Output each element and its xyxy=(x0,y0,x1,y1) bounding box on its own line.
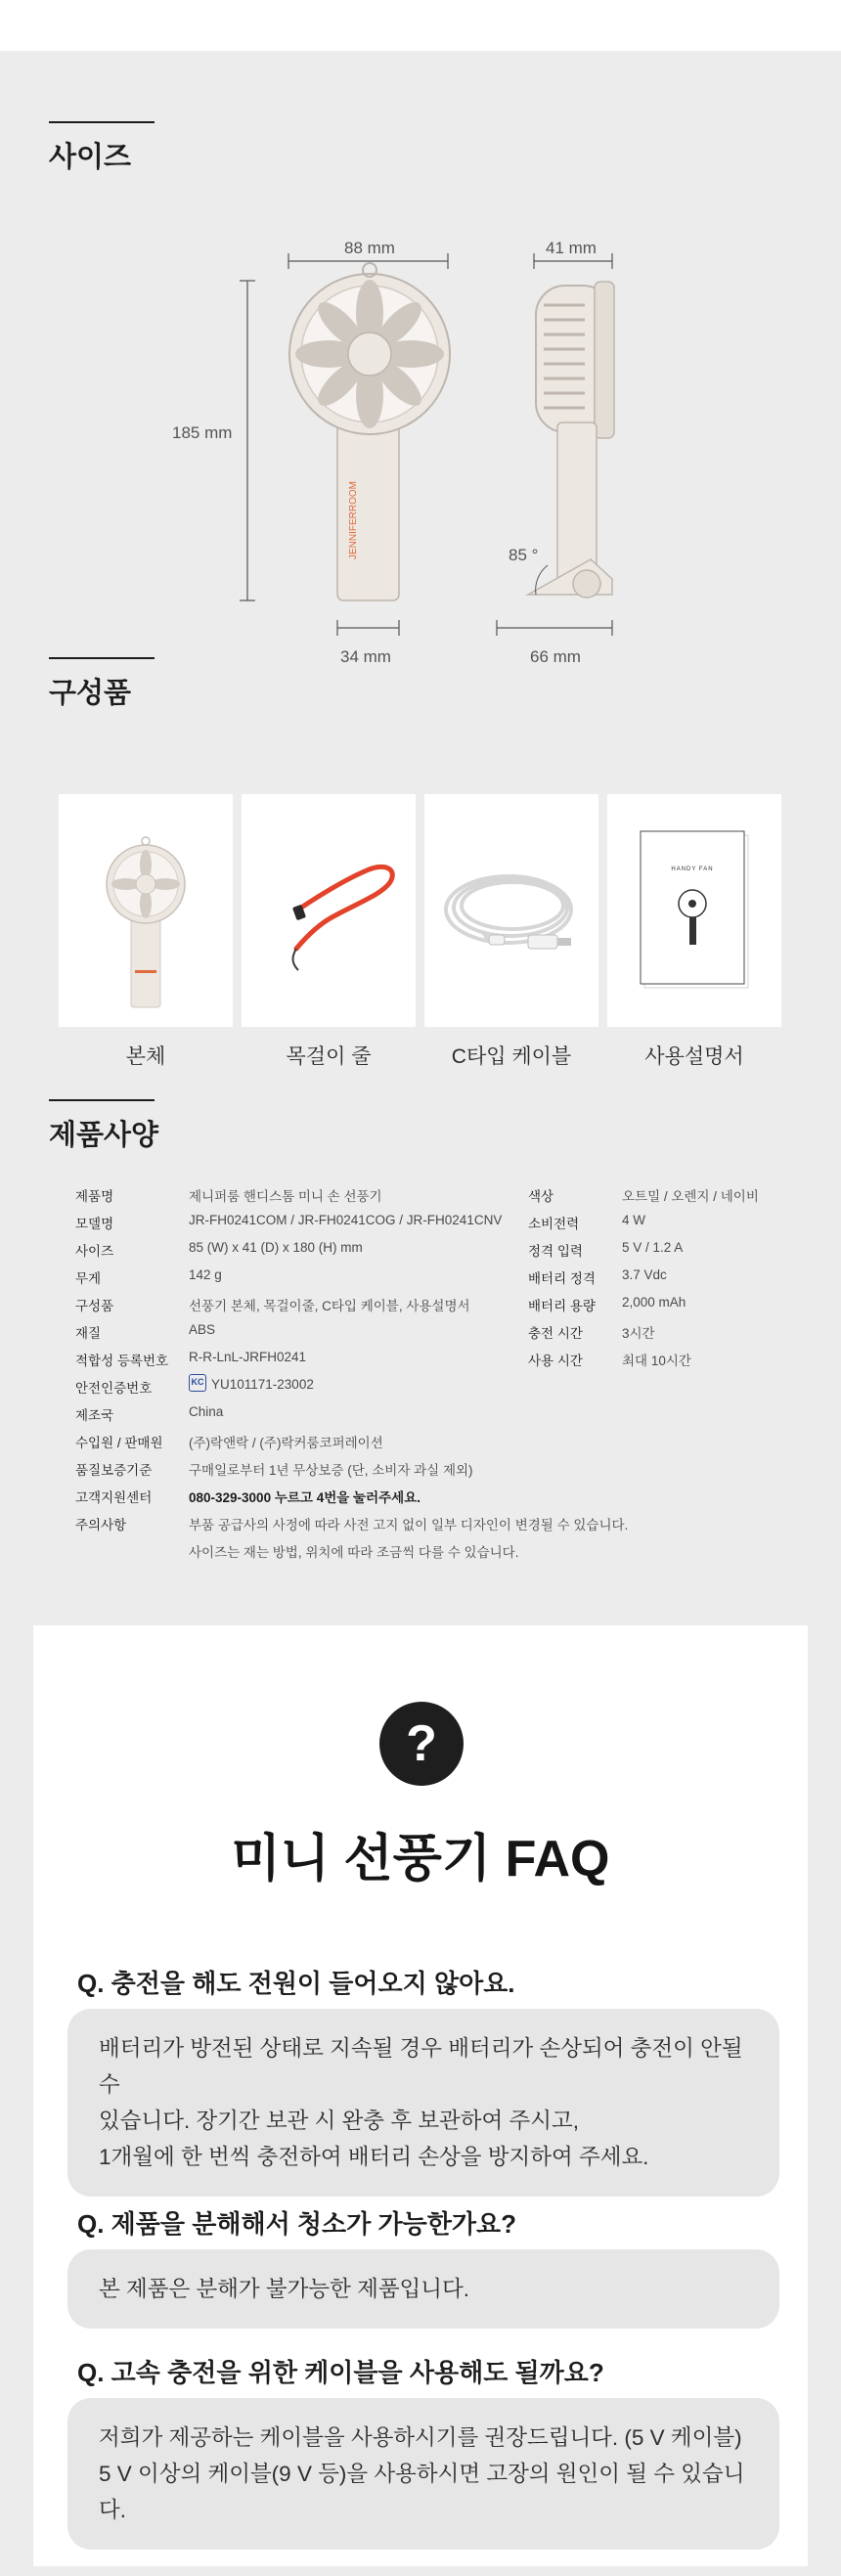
spec-value: 제니퍼룸 핸디스톰 미니 손 선풍기 xyxy=(189,1189,382,1204)
spec-key: 소비전력 xyxy=(528,1217,580,1231)
spec-value: 오트밀 / 오렌지 / 네이비 xyxy=(622,1189,759,1204)
spec-key: 고객지원센터 xyxy=(75,1490,153,1505)
spec-value: China xyxy=(189,1404,224,1419)
spec-key: 적합성 등록번호 xyxy=(75,1354,169,1368)
spec-value: JR-FH0241COM / JR-FH0241COG / JR-FH0241CNV xyxy=(189,1213,503,1227)
faq-question-2: Q. 제품을 분해해서 청소가 가능한가요? xyxy=(77,2209,516,2239)
spec-key: 구성품 xyxy=(75,1299,114,1313)
spec-table xyxy=(0,51,841,1577)
spec-value: 최대 10시간 xyxy=(622,1354,691,1368)
height-185-label: 185 mm xyxy=(172,423,233,442)
faq-question-1: Q. 충전을 해도 전원이 들어오지 않아요. xyxy=(77,1969,515,1998)
faq-answer-2 xyxy=(67,2249,779,2329)
kc-mark-icon: KC xyxy=(189,1374,206,1392)
faq-question-3: Q. 고속 충전을 위한 케이블을 사용해도 될까요? xyxy=(77,2358,604,2387)
spec-key: 무게 xyxy=(75,1271,102,1286)
component-label-strap: 목걸이 줄 xyxy=(286,1045,372,1068)
faq-answer-line: 본 제품은 분해가 불가능한 제품입니다. xyxy=(99,2277,470,2301)
spec-key: 제품명 xyxy=(75,1189,114,1204)
spec-value: 4 W xyxy=(622,1213,646,1227)
components-section-title: 구성품 xyxy=(49,678,132,709)
customer-center-phone: 080-329-3000 누르고 4번을 눌러주세요. xyxy=(189,1490,420,1505)
spec-key: 수입원 / 판매원 xyxy=(75,1436,163,1450)
spec-key: 재질 xyxy=(75,1326,102,1341)
spec-key: 배터리 정격 xyxy=(528,1271,596,1286)
spec-key: 모델명 xyxy=(75,1217,114,1231)
faq-answer-line: 저희가 제공하는 케이블을 사용하시기를 권장드립니다. (5 V 케이블) xyxy=(99,2425,742,2450)
spec-key: 안전인증번호 xyxy=(75,1381,153,1396)
spec-key: 색상 xyxy=(528,1189,554,1204)
spec-value: 구매일로부터 1년 무상보증 (단, 소비자 과실 제외) xyxy=(189,1463,473,1478)
angle-85-label: 85 ° xyxy=(509,546,539,564)
depth-41-label: 41 mm xyxy=(546,239,597,257)
spec-value: ABS xyxy=(189,1322,216,1337)
spec-key: 품질보증기준 xyxy=(75,1463,153,1478)
spec-value: 부품 공급사의 사정에 따라 사전 고지 없이 일부 디자인이 변경될 수 있습니다. xyxy=(189,1518,629,1532)
spec-key: 제조국 xyxy=(75,1408,114,1423)
component-label-manual: 사용설명서 xyxy=(644,1045,744,1068)
spec-value: 85 (W) x 41 (D) x 180 (H) mm xyxy=(189,1240,363,1255)
size-section-title: 사이즈 xyxy=(49,142,132,173)
spec-section-title: 제품사양 xyxy=(49,1120,159,1151)
faq-title: 미니 선풍기 FAQ xyxy=(231,1831,610,1888)
spec-value: YU101171-23002 xyxy=(211,1377,314,1392)
spec-value: 3시간 xyxy=(622,1326,655,1341)
spec-key: 사용 시간 xyxy=(528,1354,583,1368)
spec-key: 충전 시간 xyxy=(528,1326,583,1341)
faq-answer-line: 1개월에 한 번씩 충전하여 배터리 손상을 방지하여 주세요. xyxy=(99,2145,649,2169)
question-mark-icon: ? xyxy=(379,1702,464,1786)
spec-value: 5 V / 1.2 A xyxy=(622,1240,684,1255)
spec-value: R-R-LnL-JRFH0241 xyxy=(189,1350,307,1364)
spec-note-extra: 사이즈는 재는 방법, 위치에 따라 조금씩 다를 수 있습니다. xyxy=(189,1545,519,1560)
spec-key: 배터리 용량 xyxy=(528,1299,596,1313)
faq-answer-line: 배터리가 방전된 상태로 지속될 경우 배터리가 손상되어 충전이 안될 수 xyxy=(99,2036,743,2097)
spec-key: 주의사항 xyxy=(75,1518,127,1532)
spec-value: 2,000 mAh xyxy=(622,1295,686,1310)
handle-34-label: 34 mm xyxy=(340,647,391,666)
faq-answer-line: 5 V 이상의 케이블(9 V 등)을 사용하시면 고장의 원인이 될 수 있습니다. xyxy=(99,2462,745,2522)
faq-answer-1 xyxy=(67,2009,779,2197)
spec-value: (주)락앤락 / (주)락커룸코퍼레이션 xyxy=(189,1436,383,1450)
spec-value: 142 g xyxy=(189,1267,222,1282)
spec-key: 사이즈 xyxy=(75,1244,114,1259)
component-label-cable: C타입 케이블 xyxy=(451,1045,572,1068)
stand-66-label: 66 mm xyxy=(530,647,581,666)
component-label-body: 본체 xyxy=(125,1045,166,1068)
width-88-label: 88 mm xyxy=(344,239,395,257)
spec-value: 선풍기 본체, 목걸이줄, C타입 케이블, 사용설명서 xyxy=(189,1299,470,1313)
spec-key: 정격 입력 xyxy=(528,1244,583,1259)
faq-answer-3 xyxy=(67,2398,779,2550)
manual-cover-title: HANDY FAN xyxy=(671,866,714,872)
faq-answer-line: 있습니다. 장기간 보관 시 완충 후 보관하여 주시고, xyxy=(99,2109,579,2133)
svg-text:JENNIFERROOM: JENNIFERROOM xyxy=(348,481,359,559)
main-content xyxy=(0,51,841,2576)
spec-value: 3.7 Vdc xyxy=(622,1267,667,1282)
faq-section xyxy=(33,1625,808,2566)
